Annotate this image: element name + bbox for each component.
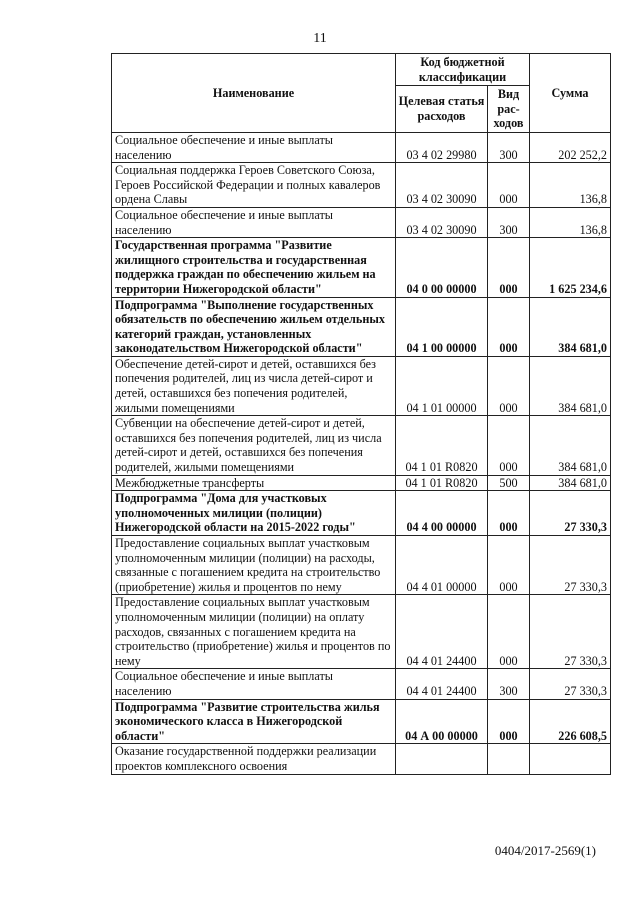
header-target-article: Целевая статья расходов [396, 86, 488, 133]
row-target-article: 03 4 02 30090 [396, 207, 488, 237]
row-amount [530, 744, 611, 774]
row-expense-type: 300 [488, 669, 530, 699]
table-row [112, 475, 611, 491]
document-number: 0404/2017-2569(1) [494, 843, 596, 858]
row-amount: 1 625 234,6 [530, 238, 611, 297]
row-amount: 27 330,3 [530, 595, 611, 669]
row-name: Государственная программа "Развитие жилищного строительства и государственная поддержка граждан по обеспечению жильем на территории Нижегородской области" [112, 238, 396, 297]
table-row [112, 132, 611, 162]
row-expense-type: 000 [488, 595, 530, 669]
row-target-article: 03 4 02 30090 [396, 163, 488, 208]
row-name: Предоставление социальных выплат участковым уполномоченным милиции (полиции) на расходы, связанные с погашением кредита на строительство (приобретение) жилья и процентов по нему [112, 536, 396, 595]
row-expense-type: 000 [488, 699, 530, 744]
row-amount: 384 681,0 [530, 297, 611, 356]
row-amount: 202 252,2 [530, 132, 611, 162]
row-target-article: 04 1 01 R0820 [396, 475, 488, 491]
row-name: Обеспечение детей-сирот и детей, оставшихся без попечения родителей, лиц из числа детей-сирот и детей, оставшихся без попечения родителей, жилыми помещениями [112, 356, 396, 415]
row-expense-type: 000 [488, 491, 530, 536]
row-expense-type: 300 [488, 132, 530, 162]
row-amount: 27 330,3 [530, 491, 611, 536]
table-row [112, 416, 611, 475]
row-target-article: 04 А 00 00000 [396, 699, 488, 744]
table-row [112, 163, 611, 208]
row-amount: 384 681,0 [530, 356, 611, 415]
table-row [112, 744, 611, 774]
header-name: Наименование [112, 54, 396, 133]
row-name: Межбюджетные трансферты [112, 475, 396, 491]
row-target-article: 04 1 01 R0820 [396, 416, 488, 475]
row-amount: 384 681,0 [530, 475, 611, 491]
table-row [112, 669, 611, 699]
row-name: Подпрограмма "Дома для участковых уполномоченных милиции (полиции) Нижегородской области на 2015-2022 годы" [112, 491, 396, 536]
table-row [112, 699, 611, 744]
table-row [112, 595, 611, 669]
budget-rows [112, 132, 611, 774]
row-name: Социальное обеспечение и иные выплаты населению [112, 669, 396, 699]
row-amount: 27 330,3 [530, 536, 611, 595]
row-target-article: 04 4 00 00000 [396, 491, 488, 536]
row-target-article: 04 4 01 24400 [396, 669, 488, 699]
row-expense-type [488, 744, 530, 774]
row-amount: 136,8 [530, 207, 611, 237]
header-budget-code: Код бюджетной классификации [396, 54, 530, 86]
header-expense-type: Вид рас-ходов [488, 86, 530, 133]
row-expense-type: 000 [488, 238, 530, 297]
row-name: Субвенции на обеспечение детей-сирот и детей, оставшихся без попечения родителей, лиц из числа детей-сирот и детей, оставшихся без попечения родителей, жилыми помещениями [112, 416, 396, 475]
row-target-article: 03 4 02 29980 [396, 132, 488, 162]
row-target-article: 04 1 01 00000 [396, 356, 488, 415]
page-number: 11 [313, 31, 327, 46]
row-target-article [396, 744, 488, 774]
row-amount: 226 608,5 [530, 699, 611, 744]
row-expense-type: 000 [488, 356, 530, 415]
row-target-article: 04 4 01 24400 [396, 595, 488, 669]
row-name: Предоставление социальных выплат участковым уполномоченным милиции (полиции) на оплату расходов, связанных с погашением кредита на строительство (приобретение) жилья и процентов по нему [112, 595, 396, 669]
row-expense-type: 500 [488, 475, 530, 491]
row-name: Социальное обеспечение и иные выплаты населению [112, 132, 396, 162]
table-row [112, 491, 611, 536]
row-expense-type: 000 [488, 297, 530, 356]
row-amount: 27 330,3 [530, 669, 611, 699]
row-amount: 136,8 [530, 163, 611, 208]
table-row [112, 238, 611, 297]
row-name: Оказание государственной поддержки реализации проектов комплексного освоения [112, 744, 396, 774]
row-name: Подпрограмма "Развитие строительства жилья экономического класса в Нижегородской области" [112, 699, 396, 744]
table-row [112, 207, 611, 237]
row-target-article: 04 1 00 00000 [396, 297, 488, 356]
row-expense-type: 000 [488, 163, 530, 208]
table-row [112, 356, 611, 415]
row-name: Социальное обеспечение и иные выплаты населению [112, 207, 396, 237]
row-target-article: 04 0 00 00000 [396, 238, 488, 297]
row-target-article: 04 4 01 00000 [396, 536, 488, 595]
row-expense-type: 300 [488, 207, 530, 237]
budget-table [111, 53, 611, 775]
row-name: Социальная поддержка Героев Советского Союза, Героев Российской Федерации и полных кавалеров ордена Славы [112, 163, 396, 208]
row-name: Подпрограмма "Выполнение государственных обязательств по обеспечению жильем отдельных категорий граждан, установленных законодательством Нижегородской области" [112, 297, 396, 356]
row-expense-type: 000 [488, 416, 530, 475]
table-row [112, 297, 611, 356]
row-expense-type: 000 [488, 536, 530, 595]
table-row [112, 536, 611, 595]
row-amount: 384 681,0 [530, 416, 611, 475]
header-amount: Сумма [530, 54, 611, 133]
